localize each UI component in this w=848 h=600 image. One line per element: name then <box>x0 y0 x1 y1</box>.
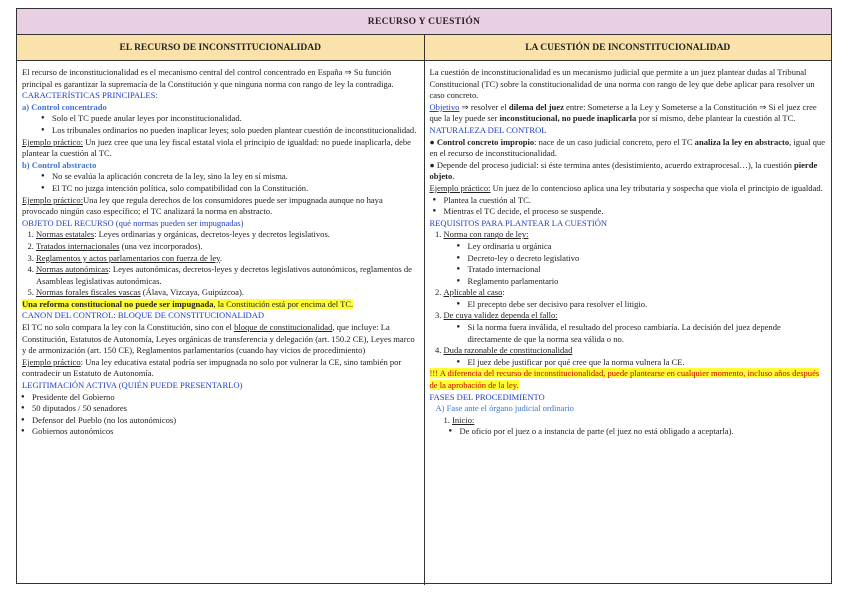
objetivo-text: Objetivo ⇒ resolver el dilema del juez entre: Someterse a la Ley y Someterse a la Constitución ⇒ Si el juez cree que la ley puede ser inconstitucional, no puede inaplicarla por sí mismo, debe plantear la cuestión al TC. <box>429 101 817 124</box>
list-item: ● No se evalúa la aplicación concreta de la ley, sino la ley en sí misma. <box>52 171 419 183</box>
table-title: RECURSO Y CUESTIÓN <box>17 9 831 35</box>
list-item: 3. Reglamentos y actos parlamentarios con fuerza de ley. <box>36 253 419 265</box>
list-objeto <box>22 229 419 299</box>
section-naturaleza: NATURALEZA DEL CONTROL <box>429 124 547 135</box>
section-requisitos: REQUISITOS PARA PLANTEAR LA CUESTIÓN <box>429 217 608 228</box>
example-label: Ejemplo práctico <box>22 356 81 367</box>
list-item: ● Si la norma fuera inválida, el resultado del proceso cambiaría. La decisión del juez depende directamente de que la norma sea válida o no. <box>468 322 827 345</box>
example-2: Ejemplo práctico:Una ley que regula derechos de los consumidores puede ser impugnada aunque no haya provocado ningún caso específico; el TC analizará la norma en abstracto. <box>22 194 383 217</box>
highlight-note: Una reforma constitucional no puede ser impugnada, la Constitución está por encima del TC. <box>22 298 354 309</box>
table-body <box>17 61 831 585</box>
example-right: Ejemplo práctico: Un juez de lo contencioso aplica una ley tributaria y sospecha que viola el principio de igualdad. <box>429 182 823 193</box>
list-fase-1 <box>430 426 827 438</box>
subsection-control-concentrado: a) Control concentrado <box>22 101 107 112</box>
list-item: ● Gobiernos autonómicos <box>32 426 419 438</box>
list-item: 1. Normas estatales: Leyes ordinarias y orgánicas, decretos-leyes y decretos legislativos. <box>36 229 419 241</box>
section-objeto: OBJETO DEL RECURSO (qué normas pueden ser impugnadas) <box>22 217 244 228</box>
list-item: ● 50 diputados / 50 senadores <box>32 403 419 415</box>
list-item: ● De oficio por el juez o a instancia de parte (el juez no está obligado a aceptarla). <box>460 426 827 438</box>
list-requisitos <box>430 229 827 368</box>
example-label: Ejemplo práctico: <box>22 194 83 205</box>
list-item: 4. Duda razonable de constitucionalidad ● El juez debe justificar por qué cree que la norma vulnera la CE. <box>444 345 827 368</box>
list-item: 4. Normas autonómicas: Leyes autonómicas, decretos-leyes y decretos legislativos autonómicos, reglamentos de Asambleas legislativas autonómicas. <box>36 264 419 287</box>
example-3: Ejemplo práctico: Una ley educativa estatal podría ser impugnada no solo por vulnerar la CE, sino también por contradecir un Estatuto de Autonomía. <box>22 356 402 379</box>
warning-note: !!! A diferencia del recurso de inconstitucionalidad, puede plantearse en cualquier momento, incluso años después de la aprobación de la ley. <box>429 368 820 391</box>
list-control-abstracto <box>22 171 419 194</box>
left-column-header: EL RECURSO DE INCONSTITUCIONALIDAD <box>17 35 425 60</box>
list-item: ● Presidente del Gobierno <box>32 392 419 404</box>
list-example-right <box>430 195 827 218</box>
list-item: 5. Normas forales fiscales vascas (Álava, Vizcaya, Guipúzcoa). <box>36 287 419 299</box>
section-legitimacion: LEGITIMACIÓN ACTIVA (QUIÉN PUEDE PRESENTARLO) <box>22 380 243 391</box>
list-item: 2. Tratados internacionales (una vez incorporados). <box>36 241 419 253</box>
example-1: Ejemplo práctico: Un juez cree que una ley fiscal estatal viola el principio de igualdad: no puede inaplicarla, debe plantear la cuestión al TC. <box>22 136 411 159</box>
list-item: 1. Norma con rango de ley: ● Ley ordinaria u orgánica ● Decreto-ley o decreto legislativo ● Tratado internacional ● Reglamento parlamentario <box>444 229 827 287</box>
right-column-header: LA CUESTIÓN DE INCONSTITUCIONALIDAD <box>425 35 832 60</box>
section-caracteristicas: CARACTERÍSTICAS PRINCIPALES: <box>22 90 158 101</box>
section-canon: CANON DEL CONTROL: BLOQUE DE CONSTITUCIONALIDAD <box>22 310 265 321</box>
list-item: ● Defensor del Pueblo (no los autonómicos) <box>32 415 419 427</box>
list-item: ● Reglamento parlamentario <box>468 276 827 288</box>
example-label: Ejemplo práctico: <box>22 136 83 147</box>
fase-a-title: A) Fase ante el órgano judicial ordinario <box>435 403 574 414</box>
list-item: 3. De cuya validez dependa el fallo: ● Si la norma fuera inválida, el resultado del proceso cambiaría. La decisión del juez depende directamente de que la norma sea válida o no. <box>444 310 827 345</box>
list-item: ● El juez debe justificar por qué cree que la norma vulnera la CE. <box>468 357 827 369</box>
canon-text: El TC no solo compara la ley con la Constitución, sino con el bloque de constitucionalidad, que incluye: La Constitución, Estatutos de Autonomía, Leyes orgánicas de transferencia y delegación (art. 150.2 CE), Leyes marco y de armonización (art. 150 CE), Reglamentos parlamentarios (cuando hay vicios de procedimiento) <box>22 322 415 356</box>
list-item: ● Decreto-ley o decreto legislativo <box>468 253 827 265</box>
list-control-concentrado <box>22 113 419 136</box>
section-fases: FASES DEL PROCEDIMIENTO <box>429 391 545 402</box>
list-item: ● Mientras el TC decide, el proceso se suspende. <box>444 206 827 218</box>
list-item: ● Ley ordinaria u orgánica <box>468 241 827 253</box>
list-item: 2. Aplicable al caso: ● El precepto debe ser decisivo para resolver el litigio. <box>444 287 827 310</box>
list-item: ● El TC no juzga intención política, solo compatibilidad con la Constitución. <box>52 183 419 195</box>
list-item: ● Plantea la cuestión al TC. <box>444 195 827 207</box>
fase-1: 1. Inicio: <box>443 414 475 425</box>
example-label: Ejemplo práctico: <box>429 182 491 193</box>
right-column <box>425 61 832 585</box>
list-item: ● Solo el TC puede anular leyes por inconstitucionalidad. <box>52 113 419 125</box>
naturaleza-2: ● Depende del proceso judicial: si éste termina antes (desistimiento, acuerdo extraprocesal…), la cuestión pierde objeto. <box>429 159 818 182</box>
list-item: ● El precepto debe ser decisivo para resolver el litigio. <box>468 299 827 311</box>
left-column <box>17 61 425 585</box>
list-item: ● Los tribunales ordinarios no pueden inaplicar leyes; solo pueden plantear cuestión de inconstitucionalidad. <box>52 125 419 137</box>
left-intro: El recurso de inconstitucionalidad es el mecanismo central del control concentrado en España ⇒ Su función principal es garantizar la supremacía de la Constitución y que ninguna norma con rango de ley la contradiga. <box>22 67 394 89</box>
naturaleza-1: ● Control concreto impropio: nace de un caso judicial concreto, pero el TC analiza la ley en abstracto, igual que en el recurso de inconstitucionalidad. <box>429 136 825 159</box>
subsection-control-abstracto: b) Control abstracto <box>22 159 97 170</box>
list-legitimacion <box>22 392 419 438</box>
column-headers <box>17 35 831 61</box>
summary-table <box>16 8 832 584</box>
list-item: ● Tratado internacional <box>468 264 827 276</box>
right-intro: La cuestión de inconstitucionalidad es un mecanismo judicial que permite a un juez plantear dudas al Tribunal Constitucional (TC) sobre la constitucionalidad de una norma con rango de ley que debe aplicar para resolver un caso concreto. <box>429 67 815 101</box>
